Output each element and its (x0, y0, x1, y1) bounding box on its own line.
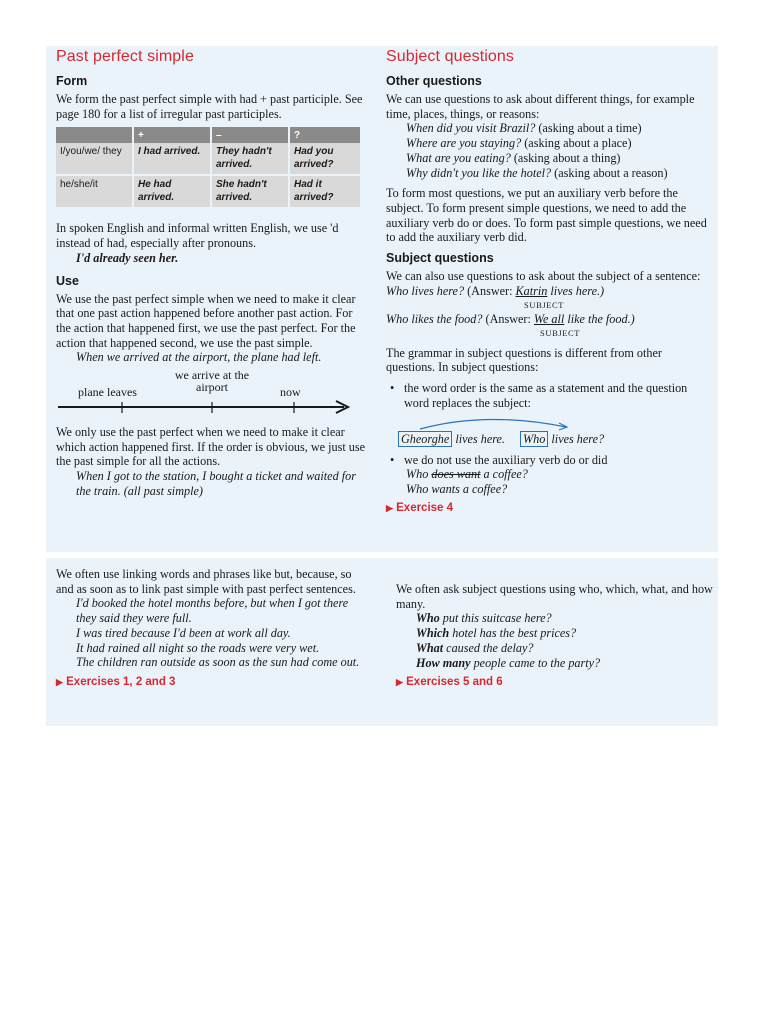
spoken-text: In spoken English and informal written English, we use 'd instead of had, especially after pronouns. (56, 221, 339, 251)
only-text: We only use the past perfect when we need to make it clear which action happened first. If the order is obvious, we just use the past simple for all the actions. (56, 425, 366, 469)
form-heading: Form (56, 74, 88, 88)
other-text: We can use questions to ask about different things, for example time, places, things, or reasons: (386, 92, 695, 121)
form-questions-text: To form most questions, we put an auxiliary verb before the subject. To form present simple questions, we need to add the auxiliary verb do or does. To form past simple questions, we need to add the auxiliary verb did. (386, 186, 707, 245)
use-text: We use the past perfect simple when we need to make it clear that one past action happened before another past action. For the action that happened first, we use the past perfect. For the action that happened second, we use the past simple. (56, 291, 356, 350)
gheorghe-box: Gheorghe (398, 431, 452, 447)
other-questions-heading: Other questions (386, 74, 482, 88)
timeline-label-now: now (280, 385, 301, 400)
other-example: When did you visit Brazil? (asking about a time) (406, 121, 642, 136)
table-cell: he/she/it (56, 175, 133, 208)
past-perfect-title: Past perfect simple (56, 48, 194, 65)
which-example: What caused the delay? (416, 640, 534, 655)
bullet-item: • the word order is the same as a statement and the question word replaces the subject: (386, 381, 714, 410)
play-triangle-icon: ▶ (386, 502, 393, 513)
linking-example: The children ran outside as soon as the sun had come out. (76, 655, 360, 670)
table-header: – (211, 127, 289, 143)
play-triangle-icon: ▶ (56, 676, 63, 687)
exercises-1-2-3-label: Exercises 1, 2 and 3 (66, 675, 176, 688)
other-example: Why didn't you like the hotel? (asking about a reason) (406, 165, 668, 180)
which-example: How many people came to the party? (416, 655, 601, 670)
bullet-list (386, 453, 714, 468)
other-example: Where are you staying? (asking about a place) (406, 136, 632, 151)
timeline (56, 367, 366, 425)
left-bottom-column (56, 567, 368, 688)
subject-example-2: Who likes the food? (Answer: We all like the food.) SUBJECT (386, 311, 635, 338)
curved-arrow-icon (416, 415, 576, 431)
table-row (56, 143, 361, 175)
subject-questions-heading: Subject questions (386, 251, 494, 266)
bullet-list (386, 381, 714, 410)
exercise-4-link[interactable] (386, 502, 714, 514)
table-row (56, 175, 361, 208)
form-text: We form the past perfect simple with had + past participle. See page 180 for a list of irregular past participles. (56, 92, 363, 121)
table-header: + (133, 127, 211, 143)
left-column (56, 48, 366, 499)
table-cell: I had arrived. (133, 143, 211, 175)
subject-label: SUBJECT (540, 327, 581, 338)
grammar-text: The grammar in subject questions is different from other questions. In subject questions: (386, 345, 662, 375)
bullet-item: • we do not use the auxiliary verb do or did (386, 453, 714, 468)
subject-example-1: Who lives here? (Answer: Katrin lives here.) SUBJECT (386, 283, 605, 310)
linking-text: We often use linking words and phrases like but, because, so and as soon as to link past simple with past perfect sentences. (56, 567, 356, 596)
exercises-1-2-3-link[interactable] (56, 676, 368, 688)
linking-example: I'd booked the hotel months before, but when I got there they said they were full. (76, 596, 349, 626)
linking-example: I was tired because I'd been at work all day. (76, 625, 291, 640)
exercises-5-6-link[interactable] (396, 676, 714, 688)
spoken-example: I'd already seen her. (76, 250, 179, 265)
right-bottom-column (396, 582, 714, 688)
table-cell: I/you/we/ they (56, 143, 133, 175)
subject-label: SUBJECT (524, 299, 565, 310)
which-example: Who put this suitcase here? (416, 611, 552, 626)
only-example: When I got to the station, I bought a ticket and waited for the train. (all past simple) (76, 469, 356, 498)
table-cell: Had you arrived? (289, 143, 361, 175)
timeline-arrow-icon (56, 399, 356, 419)
exercises-5-6-label: Exercises 5 and 6 (406, 676, 503, 689)
table-cell: He had arrived. (133, 175, 211, 208)
timeline-label-plane: plane leaves (78, 385, 137, 400)
timeline-label-arrive: we arrive at the airport (174, 368, 250, 395)
subject-questions-title: Subject questions (386, 48, 515, 65)
word-order-diagram: Gheorghe lives here. Who lives here? (386, 415, 714, 451)
which-text: We often ask subject questions using who, which, what, and how many. (396, 582, 713, 611)
which-example: Which hotel has the best prices? (416, 626, 577, 641)
bullet-example: Who does want a coffee? (406, 467, 528, 482)
who-box: Who (520, 431, 548, 447)
bullet-example: Who wants a coffee? (406, 481, 508, 496)
table-header (56, 127, 133, 143)
exercise-4-label: Exercise 4 (396, 501, 454, 514)
other-example: What are you eating? (asking about a thing) (406, 150, 621, 165)
linking-example: It had rained all night so the roads were very wet. (76, 640, 320, 655)
table-header: ? (289, 127, 361, 143)
subject-text: We can also use questions to ask about the subject of a sentence: (386, 269, 701, 284)
use-heading: Use (56, 273, 79, 288)
table-cell: They hadn't arrived. (211, 143, 289, 175)
right-column (386, 48, 714, 514)
use-example: When we arrived at the airport, the plane had left. (76, 350, 322, 365)
play-triangle-icon: ▶ (396, 677, 403, 688)
table-cell: She hadn't arrived. (211, 175, 289, 208)
table-cell: Had it arrived? (289, 175, 361, 208)
form-table (56, 127, 362, 209)
